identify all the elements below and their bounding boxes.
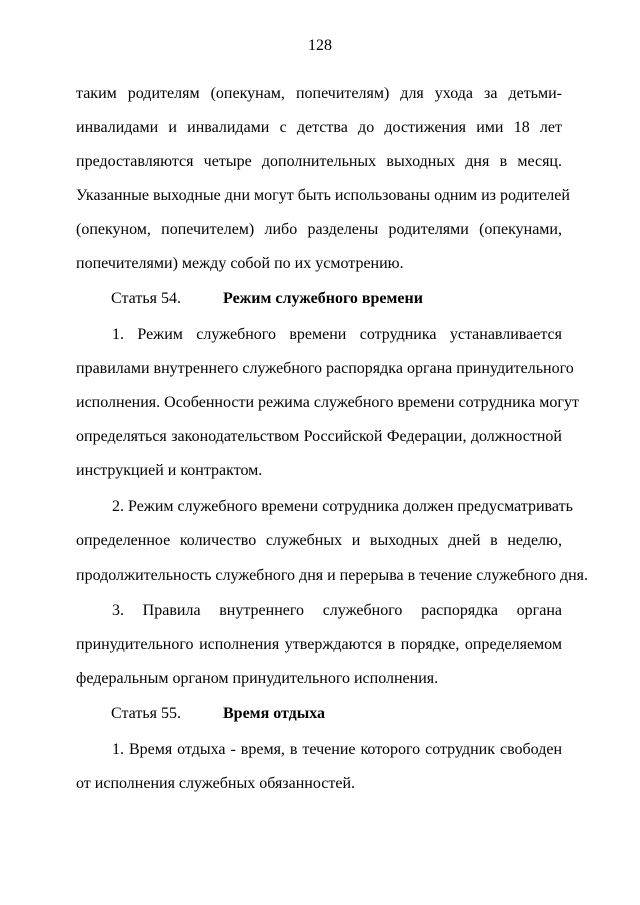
article-label: Статья 55.	[111, 705, 181, 722]
clause-line: 2. Режим служебного времени сотрудника должен предусматривать	[112, 498, 573, 515]
paragraph-line: инвалидами и инвалидами с детства до достижения ими 18 лет	[76, 119, 562, 136]
clause-line: 3. Правила внутреннего служебного распорядка органа	[112, 602, 562, 619]
paragraph-line: (опекуном, попечителем) либо разделены родителями (опекунами,	[76, 221, 562, 238]
paragraph-line: предоставляются четыре дополнительных выходных дня в месяц.	[76, 153, 562, 170]
article-title: Режим служебного времени	[223, 290, 423, 307]
clause-line: федеральным органом принудительного исполнения.	[76, 670, 439, 687]
clause-line: продолжительность служебного дня и перерыва в течение служебного дня.	[76, 567, 589, 584]
article-title: Время отдыха	[223, 705, 326, 722]
clause-line: исполнения. Особенности режима служебного времени сотрудника могут	[76, 394, 579, 411]
clause-line: 1. Время отдыха - время, в течение которого сотрудник свободен	[112, 741, 562, 758]
clause-line: инструкцией и контрактом.	[76, 462, 263, 479]
article-54-heading	[111, 289, 511, 309]
paragraph-line: Указанные выходные дни могут быть использованы одним из родителей	[76, 187, 570, 204]
clause-line: принудительного исполнения утверждаются в порядке, определяемом	[76, 636, 562, 653]
page-number: 128	[308, 37, 332, 54]
clause-line: определенное количество служебных и выходных дней в неделю,	[76, 532, 562, 549]
clause-line: 1. Режим служебного времени сотрудника устанавливается	[112, 326, 562, 343]
paragraph-line: попечителями) между собой по их усмотрению.	[76, 255, 404, 272]
clause-line: от исполнения служебных обязанностей.	[76, 775, 356, 792]
article-55-heading	[111, 704, 511, 724]
clause-line: правилами внутреннего служебного распорядка органа принудительного	[76, 360, 574, 377]
paragraph-line: таким родителям (опекунам, попечителям) для ухода за детьми-	[76, 85, 562, 102]
clause-line: определяться законодательством Российской Федерации, должностной	[76, 428, 562, 445]
article-label: Статья 54.	[111, 290, 181, 307]
